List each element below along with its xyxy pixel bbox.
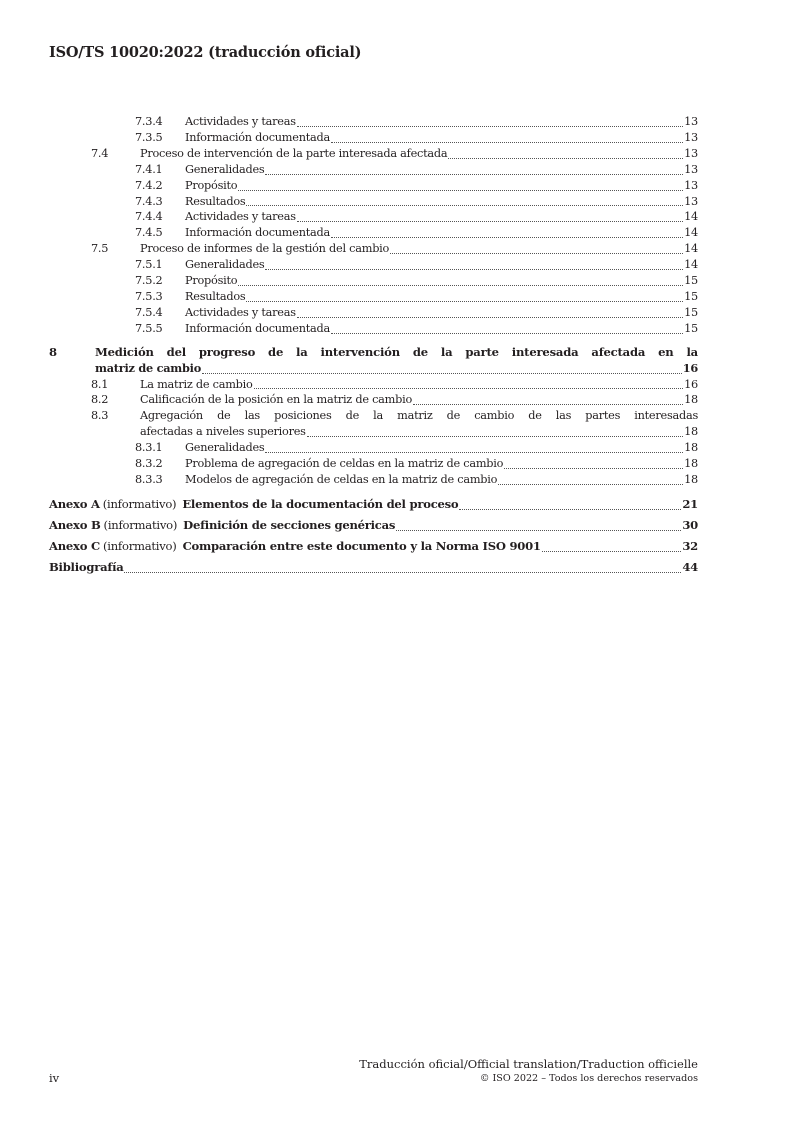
toc-annex-a[interactable] [49,495,698,513]
toc-leader-dots [124,571,681,573]
toc-item-7-3-5[interactable] [49,130,698,146]
toc-item-number: 7.5.4 [135,305,163,319]
toc-item-title: Proceso de intervención de la parte interesada afectada [140,146,448,160]
toc-page-number: 13 [684,130,698,144]
toc-item-title: Proceso de informes de la gestión del cambio [140,242,390,256]
toc-item-8-1[interactable] [49,377,698,393]
toc-item-number: 7.4 [91,146,109,160]
toc-item-7-4-5[interactable] [49,225,698,241]
toc-page-number: 13 [684,162,698,176]
toc-page-number: 14 [684,210,698,224]
toc-item-title: Información documentada [185,130,330,144]
toc-item-number: 8.3 [91,409,109,423]
toc-page-number: 14 [684,242,698,256]
toc-item-title: Información documentada [185,321,330,335]
toc-annex-label: Anexo A [49,496,100,511]
toc-leader-dots [396,529,681,531]
toc-section-title-line2: matriz de cambio [95,360,201,375]
toc-annexes [49,495,698,555]
toc-leader-dots [246,300,683,302]
toc-leader-dots [498,483,683,485]
toc-annex-title: Comparación entre este documento y la Norma ISO 9001 [182,538,541,553]
toc-item-8-3-3[interactable] [49,472,698,488]
toc-item-title: Modelos de agregación de celdas en la matriz de cambio [185,472,498,486]
toc-item-number: 7.3.5 [135,130,163,144]
copyright-notice: © ISO 2022 – Todos los derechos reservados [479,1073,698,1084]
toc-annex-type: (informativo) [102,538,177,553]
toc-page-number: 15 [684,305,698,319]
toc-leader-dots [297,220,683,222]
toc-item-title: La matriz de cambio [140,377,253,391]
toc-leader-dots [202,372,682,374]
toc-section-8-heading[interactable] [49,345,698,361]
toc-item-number: 7.5.5 [135,321,163,335]
toc-leader-dots [504,467,683,469]
toc-leader-dots [331,236,683,238]
toc-leader-dots [238,189,683,191]
toc-item-title-line1: Agregación de las posiciones de la matriz de cambio de las partes interesadas [140,409,698,423]
footer-notice [359,1057,698,1086]
toc-section-number: 8 [49,344,57,359]
toc-item-title: Generalidades [185,258,265,272]
toc-item-number: 8.3.2 [135,457,163,471]
toc-page-number: 13 [684,115,698,128]
toc-item-title: Propósito [185,274,238,288]
toc-item-title: Información documentada [185,226,330,240]
toc-group-8-3 [49,440,698,488]
toc-item-number: 8.3.3 [135,472,163,486]
toc-page-number: 16 [682,360,698,375]
toc-page-number: 15 [684,321,698,335]
toc-annex-type: (informativo) [102,496,177,511]
toc-bibliography-title: Bibliografía [49,559,124,574]
toc-annex-title: Elementos de la documentación del proceso [182,496,459,511]
toc-item-7-4-1[interactable] [49,162,698,178]
toc-leader-dots [390,252,683,254]
toc-item-8-3-1[interactable] [49,440,698,456]
translation-notice: Traducción oficial/Official translation/Traduction officielle [359,1057,698,1071]
toc-item-title: Resultados [185,194,246,208]
toc-item-title: Actividades y tareas [185,115,296,128]
toc-item-number: 7.4.5 [135,226,163,240]
toc-page-number: 13 [684,146,698,160]
toc-page-number: 21 [682,496,698,511]
toc-item-title: Propósito [185,178,238,192]
toc-leader-dots [307,435,683,437]
toc-item-number: 8.1 [91,377,109,391]
toc-page-number: 15 [684,289,698,303]
toc-leader-dots [459,508,681,510]
toc-item-number: 7.4.4 [135,210,163,224]
toc-leader-dots [297,316,683,318]
toc-item-7-5-5[interactable] [49,321,698,337]
toc-page-number: 18 [684,393,698,407]
toc-page-number: 14 [684,226,698,240]
toc-item-number: 7.5 [91,242,109,256]
toc-item-number: 7.4.1 [135,162,163,176]
toc-leader-dots [254,387,684,389]
toc-item-8-2[interactable] [49,392,698,408]
toc-leader-dots [265,268,683,270]
toc-page-number: 13 [684,194,698,208]
toc-page-number: 14 [684,258,698,272]
toc-annex-label: Anexo B [49,517,101,532]
toc-page-number: 15 [684,274,698,288]
toc-item-title: Actividades y tareas [185,305,296,319]
toc-item-7-5-2[interactable] [49,273,698,289]
toc-item-number: 8.2 [91,393,109,407]
page-number: iv [49,1071,60,1085]
toc-item-number: 7.5.2 [135,274,163,288]
toc-item-title: Problema de agregación de celdas en la matriz de cambio [185,457,504,471]
toc-leader-dots [331,332,683,334]
toc-item-8-3[interactable] [49,408,698,440]
toc-group-8 [49,377,698,409]
toc-item-7-4-2[interactable] [49,178,698,194]
toc-group-7 [49,114,698,337]
toc-page-number: 18 [684,457,698,471]
toc-leader-dots [331,141,683,143]
toc-page-number: 18 [684,441,698,455]
toc-page-number: 32 [682,538,698,553]
toc-item-number: 7.3.4 [135,115,163,128]
toc-item-title: Resultados [185,289,246,303]
toc-item-7-4-4[interactable] [49,209,698,225]
toc-item-7-5-4[interactable] [49,305,698,321]
toc-item-title: Generalidades [185,162,265,176]
toc-item-title-line2: afectadas a niveles superiores [140,425,306,439]
toc-item-8-3-line1 [49,408,698,424]
toc-page-number: 30 [682,517,698,532]
toc-page-number: 13 [684,178,698,192]
toc-item-title: Generalidades [185,441,265,455]
toc-bibliography[interactable] [49,558,698,576]
toc-page-number: 44 [682,559,698,574]
toc-item-7-3-4[interactable] [49,114,698,130]
toc-item-number: 7.4.2 [135,178,163,192]
table-of-contents [49,114,698,576]
toc-item-7-4[interactable] [49,146,698,162]
toc-section-title-line1: Medición del progreso de la intervención de la parte interesada afectada en la [95,344,698,359]
toc-leader-dots [413,403,683,405]
toc-leader-dots [246,204,683,206]
toc-annex-label: Anexo C [49,538,100,553]
toc-leader-dots [238,284,683,286]
toc-item-7-5[interactable] [49,241,698,257]
toc-item-title: Actividades y tareas [185,210,296,224]
toc-leader-dots [265,451,683,453]
toc-leader-dots [542,550,682,552]
toc-item-number: 8.3.1 [135,441,163,455]
toc-annex-title: Definición de secciones genéricas [183,517,396,532]
toc-item-8-3-line2 [49,424,698,440]
toc-item-number: 7.5.3 [135,289,163,303]
toc-page-number: 18 [684,425,698,439]
toc-annex-c[interactable] [49,537,698,555]
toc-item-number: 7.4.3 [135,194,163,208]
toc-leader-dots [297,125,683,127]
toc-item-title: Calificación de la posición en la matriz de cambio [140,393,413,407]
toc-item-7-5-3[interactable] [49,289,698,305]
toc-annex-b[interactable] [49,516,698,534]
toc-leader-dots [265,173,683,175]
toc-page-number: 18 [684,472,698,486]
toc-annex-type: (informativo) [103,517,178,532]
document-header: ISO/TS 10020:2022 (traducción oficial) [49,44,362,61]
toc-item-7-5-1[interactable] [49,257,698,273]
toc-item-number: 7.5.1 [135,258,163,272]
toc-section-8-line2[interactable] [49,361,698,377]
toc-item-8-3-2[interactable] [49,456,698,472]
toc-item-7-4-3[interactable] [49,194,698,210]
toc-section-8 [49,345,698,377]
toc-page-number: 16 [684,377,698,391]
toc-leader-dots [448,157,683,159]
